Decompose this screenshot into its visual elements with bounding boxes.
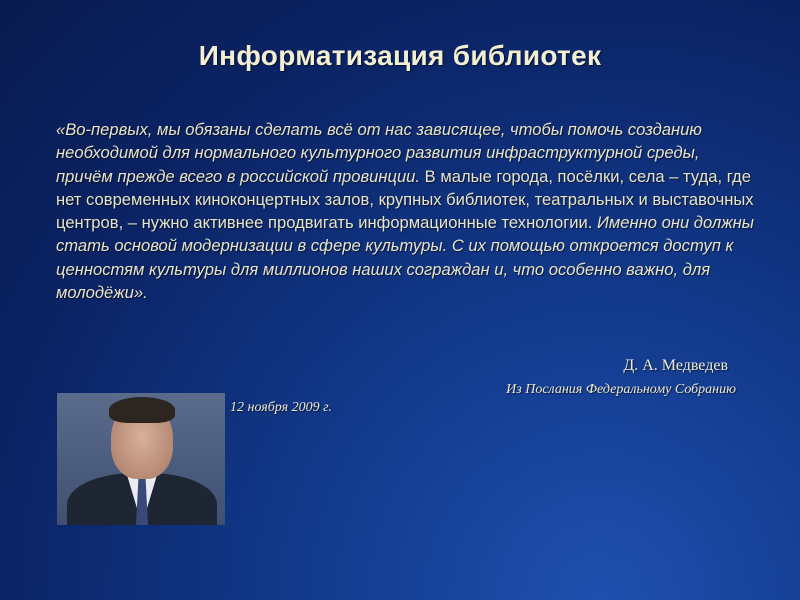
quote-part-1: «Во-первых, мы обязаны сделать всё от нас зависящее, чтобы помочь созданию необходимой для нормального культурного развития инфраструктурной среды, причём прежде всего в российской провинции. bbox=[56, 120, 702, 186]
speaker-photo bbox=[57, 393, 225, 525]
quote-part-2: В малые города, посёлки, села – туда, где нет современных киноконцертных залов, крупных библиотек, театральных и выставочных центров, – нужно активнее продвигать информационные технологии. bbox=[56, 166, 754, 233]
quote-source: Из Послания Федеральному Собранию bbox=[506, 382, 736, 397]
speaker-photo-hair bbox=[109, 397, 175, 423]
quote-part-3: Именно они должны стать основой модернизации в сфере культуры. С их помощью откроется доступ к ценностям культуры для миллионов наших сограждан и, что особенно важно, для молодёжи». bbox=[56, 213, 754, 303]
quote-text bbox=[56, 118, 756, 304]
quote-date: 12 ноября 2009 г. bbox=[230, 400, 332, 415]
slide-title: Информатизация библиотек bbox=[198, 40, 602, 71]
quote-author: Д. А. Медведев bbox=[623, 357, 728, 374]
